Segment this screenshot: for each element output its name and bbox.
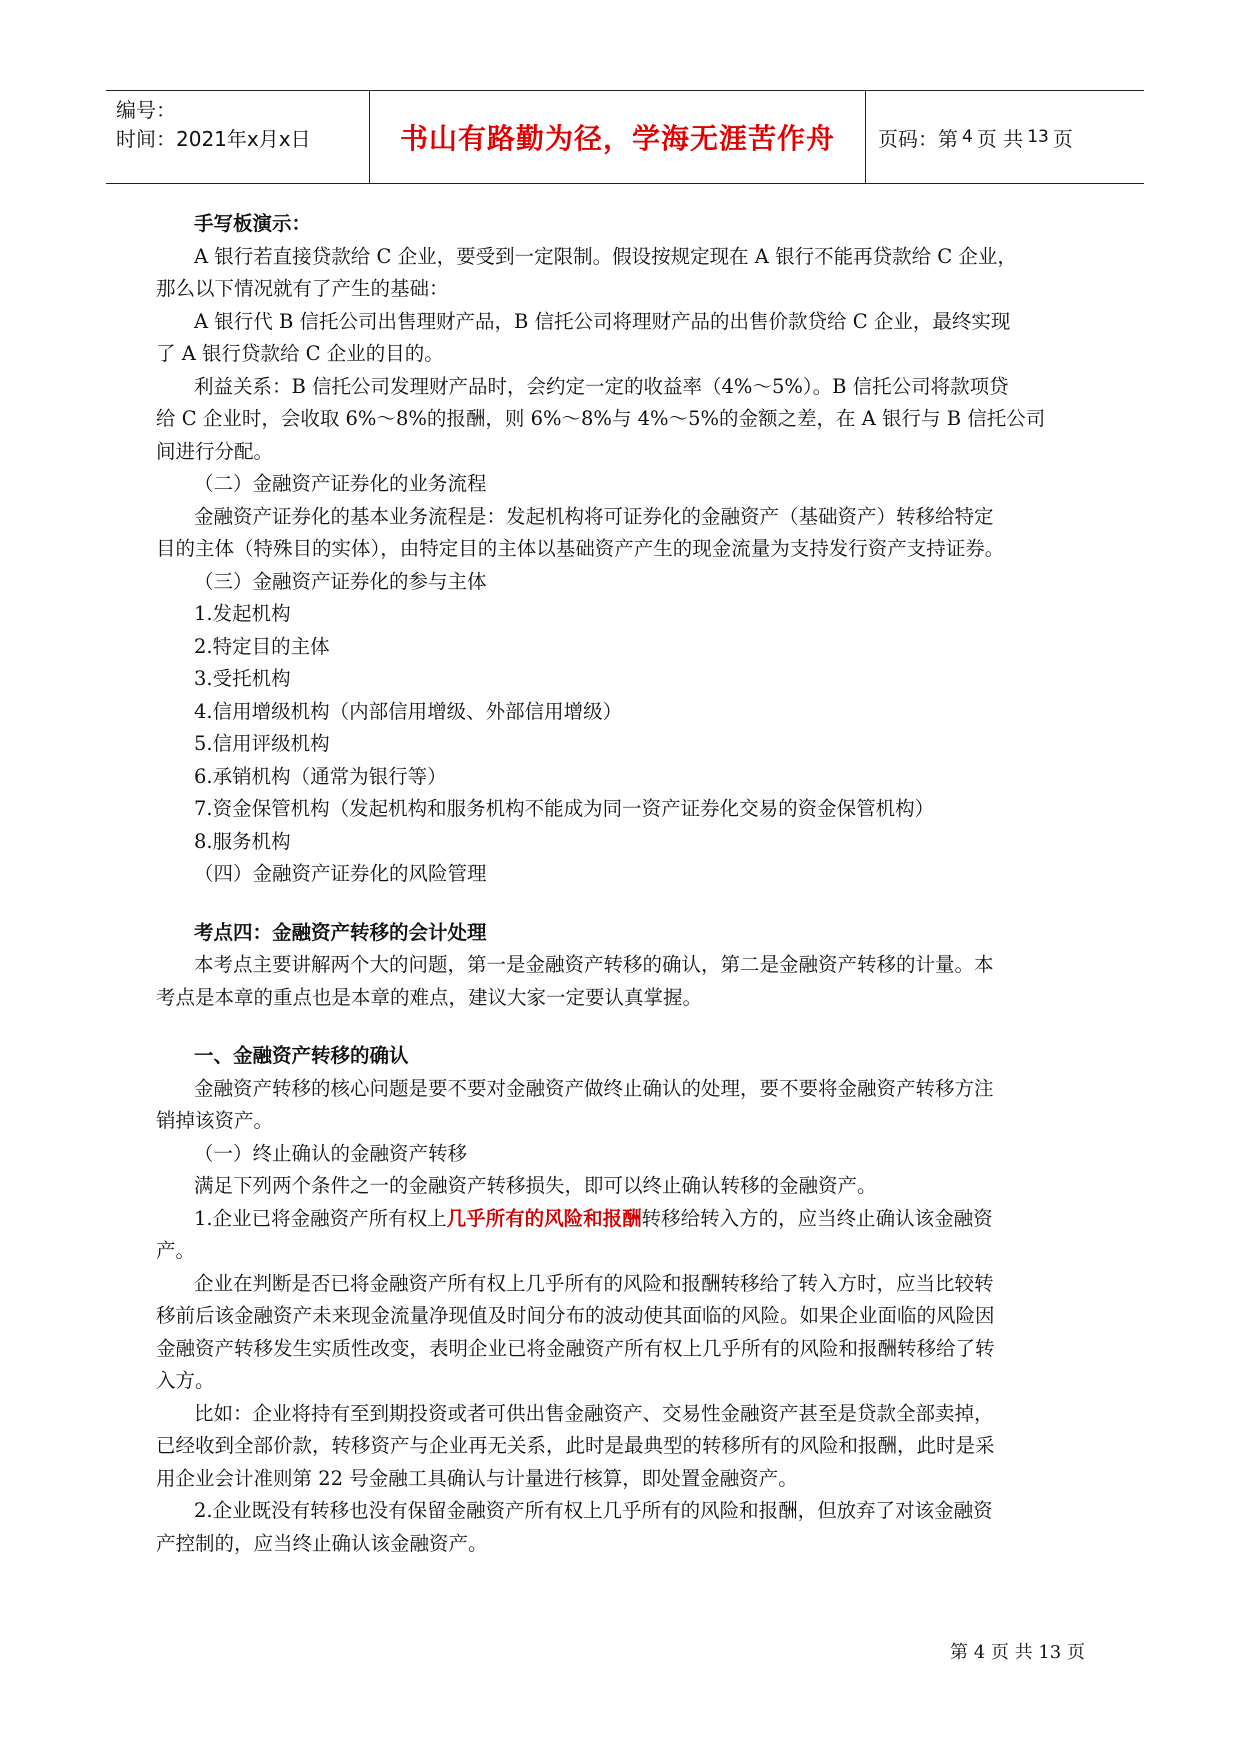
section-heading: 考点四：金融资产转移的会计处理: [194, 920, 487, 944]
document-body: [156, 208, 1098, 1560]
page-end: 页: [1052, 126, 1073, 151]
list-item: 6.承销机构（通常为银行等）: [194, 764, 447, 788]
list-item: 4.信用增级机构（内部信用增级、外部信用增级）: [194, 699, 623, 723]
subheading: （二）金融资产证券化的业务流程: [194, 472, 487, 495]
paragraph-line: 用企业会计准则第 22 号金融工具确认与计量进行核算，即处置金融资产。: [156, 1466, 798, 1490]
section-heading: 一、金融资产转移的确认: [194, 1044, 409, 1067]
paragraph-line: A 银行若直接贷款给 C 企业，要受到一定限制。假设按规定现在 A 银行不能再贷款给 C 企业，: [194, 244, 1017, 268]
paragraph-line: 已经收到全部价款，转移资产与企业再无关系，此时是最典型的转移所有的风险和报酬，此时是采: [156, 1434, 995, 1457]
paragraph-line: 本考点主要讲解两个大的问题，第一是金融资产转移的确认，第二是金融资产转移的计量。本: [194, 953, 994, 976]
section-heading: 手写板演示：: [194, 212, 312, 235]
paragraph-line: 满足下列两个条件之一的金融资产转移损失，即可以终止确认转移的金融资产。: [194, 1174, 877, 1197]
paragraph-line: 利益关系：B 信托公司发理财产品时，会约定一定的收益率（4%～5%）。B 信托公司将款项贷: [194, 374, 1009, 398]
page-number: 4: [962, 127, 973, 147]
paragraph-line: 入方。: [156, 1369, 215, 1392]
list-item: 8.服务机构: [194, 829, 291, 853]
time-label: 时间：2021年x月x日: [116, 127, 311, 151]
header-page-info: [866, 91, 1144, 183]
paragraph-line: 销掉该资产。: [156, 1109, 274, 1132]
page-mid: 页 共: [976, 126, 1024, 151]
paragraph-line: 金融资产转移的核心问题是要不要对金融资产做终止确认的处理，要不要将金融资产转移方注: [194, 1076, 994, 1100]
list-item: 5.信用评级机构: [194, 732, 330, 755]
header-motto: 书山有路勤为径，学海无涯苦作舟: [370, 91, 866, 183]
code-label: 编号：: [116, 98, 176, 122]
page-total: 13: [1027, 127, 1049, 147]
subheading: （四）金融资产证券化的风险管理: [194, 862, 487, 885]
text-span: 转移给转入方的，应当终止确认该金融资: [641, 1206, 993, 1230]
paragraph-line: 移前后该金融资产未来现金流量净现值及时间分布的波动使其面临的风险。如果企业面临的风险因: [156, 1304, 995, 1327]
header-meta: [106, 91, 370, 183]
paragraph-line: 考点是本章的重点也是本章的难点，建议大家一定要认真掌握。: [156, 985, 703, 1009]
paragraph-line: 给 C 企业时，会收取 6%～8%的报酬，则 6%～8%与 4%～5%的金额之差，在 A 银行与 B 信托公司: [156, 407, 1046, 430]
paragraph-line: [194, 1203, 1098, 1236]
paragraph-line: A 银行代 B 信托公司出售理财产品，B 信托公司将理财产品的出售价款贷给 C 企业，最终实现: [194, 309, 1011, 333]
paragraph-line: 金融资产转移发生实质性改变，表明企业已将金融资产所有权上几乎所有的风险和报酬转移给了转: [156, 1336, 995, 1360]
paragraph-line: 目的主体（特殊目的实体），由特定目的主体以基础资产产生的现金流量为支持发行资产支持证券。: [156, 537, 1005, 560]
header-table: [106, 90, 1144, 184]
paragraph-line: 产。: [156, 1239, 196, 1262]
text-span: 1.企业已将金融资产所有权上: [194, 1206, 447, 1230]
page-footer: 第 4 页 共 13 页: [950, 1642, 1085, 1663]
page-label: 页码：第: [878, 126, 958, 151]
paragraph-line: 间进行分配。: [156, 439, 274, 463]
list-item: 7.资金保管机构（发起机构和服务机构不能成为同一资产证券化交易的资金保管机构）: [194, 797, 935, 820]
subheading: （三）金融资产证券化的参与主体: [194, 569, 487, 593]
list-item: 2.特定目的主体: [194, 634, 330, 658]
paragraph-line: 金融资产证券化的基本业务流程是：发起机构将可证券化的金融资产（基础资产）转移给特定: [194, 504, 994, 528]
list-item: 1.发起机构: [194, 602, 291, 625]
list-item: 3.受托机构: [194, 667, 291, 690]
paragraph-line: 了 A 银行贷款给 C 企业的目的。: [156, 342, 444, 365]
paragraph-line: 那么以下情况就有了产生的基础：: [156, 277, 449, 300]
subheading: （一）终止确认的金融资产转移: [194, 1141, 468, 1165]
paragraph-line: 产控制的，应当终止确认该金融资产。: [156, 1531, 488, 1555]
paragraph-line: 比如：企业将持有至到期投资或者可供出售金融资产、交易性金融资产甚至是贷款全部卖掉，: [194, 1401, 994, 1425]
highlighted-text: 几乎所有的风险和报酬: [446, 1206, 642, 1230]
paragraph-line: 2.企业既没有转移也没有保留金融资产所有权上几乎所有的风险和报酬，但放弃了对该金融资: [194, 1499, 993, 1522]
paragraph-line: 企业在判断是否已将金融资产所有权上几乎所有的风险和报酬转移给了转入方时，应当比较转: [194, 1271, 994, 1295]
